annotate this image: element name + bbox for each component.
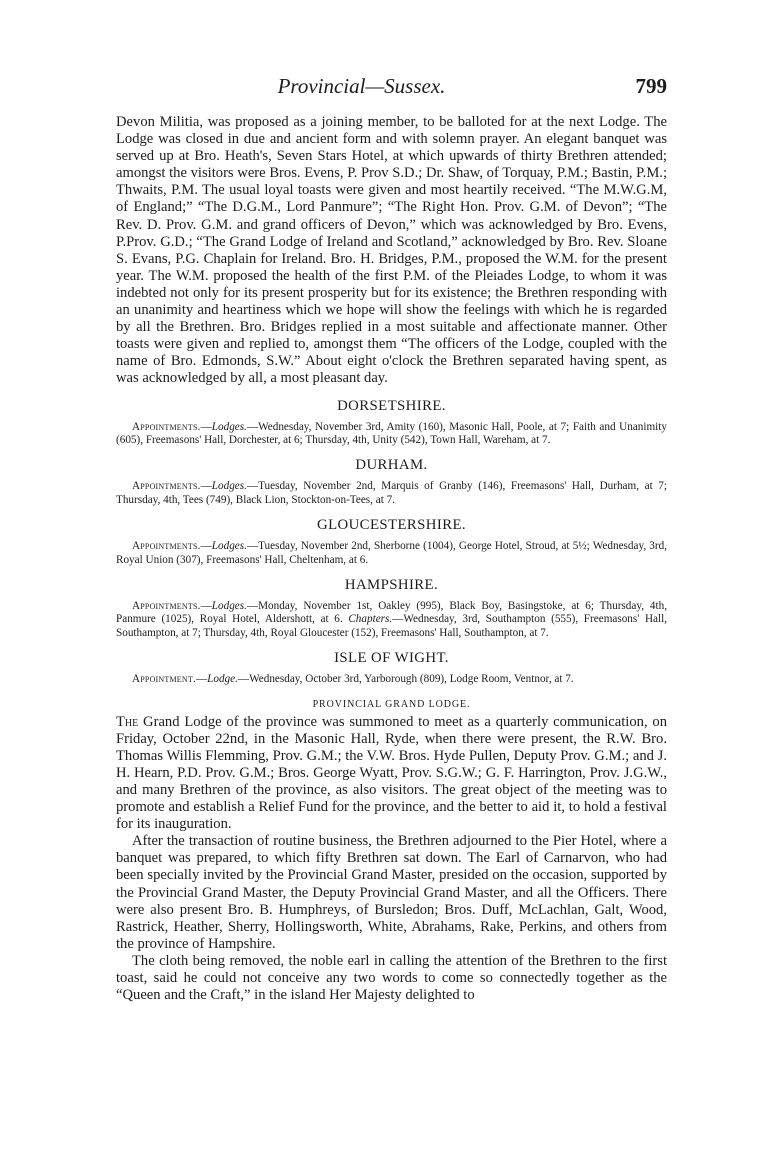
section-heading-hampshire: HAMPSHIRE. <box>344 576 439 593</box>
appointments-label: Appointments. <box>132 480 201 493</box>
appointments-text: —Wednesday, October 3rd, Yarborough (809), Lodge Room, Ventnor, at 7. <box>237 673 574 686</box>
appointments-chapters-label: Chapters. <box>348 613 393 626</box>
page-number: 799 <box>635 74 667 98</box>
appointments-text: —Wednesday, November 3rd, Amity (160), Masonic Hall, Poole, at 7; Faith and Unanimity (605), Freemasons' Hall, Dorchester, at 6; Thursday, 4th, Unity (542), Town Hall, Wareham, at 7. <box>116 420 667 446</box>
grand-lodge-paragraph-3: The cloth being removed, the noble earl in calling the attention of the Brethren to the first toast, said he could not conceive any two words to come so connectedly together as the “Queen and the Craft,” in the island Her Majesty delighted to <box>116 952 667 1004</box>
appointments-text: —Tuesday, November 2nd, Sherborne (1004), George Hotel, Stroud, at 5½; Wednesday, 3rd, Royal Union (307), Freemasons' Hall, Cheltenham, at 6. <box>116 540 667 566</box>
appointments-text: —Monday, November 1st, Oakley (995), Black Boy, Basingstoke, at 6; Thursday, 4th, Panmure (1025), Royal Hotel, Aldershott, at 6. <box>116 599 667 626</box>
appointments-label: Appointment. <box>132 673 196 686</box>
appointments-gloucestershire: Appointments.—Lodges.—Tuesday, November 2nd, Sherborne (1004), George Hotel, Stroud, at 5½; Wednesday, 3rd, Royal Union (307), Freemasons' Hall, Cheltenham, at 6. <box>116 540 667 566</box>
grand-lodge-paragraph-2: After the transaction of routine business, the Brethren adjourned to the Pier Hotel, where a banquet was prepared, to which fifty Brethren sat down. The Earl of Carnarvon, who had been specially invited by the Provincial Grand Master, presided on the occasion, supported by the Provincial Grand Master, the Deputy Provincial Grand Master, and all the Officers. There were also present Bro. B. Humphreys, of Bursledon; Bros. Duff, McLachlan, Galt, Wood, Rastrick, Heather, Sherry, Hollingsworth, White, Abrahams, Rake, Perkins, and others from the province of Hampshire. <box>116 833 667 952</box>
appointments-sub-label: Lodges. <box>211 480 247 493</box>
appointments-label: Appointments. <box>132 540 201 553</box>
appointments-text: —Tuesday, November 2nd, Marquis of Granby (146), Freemasons' Hall, Durham, at 7; Thursday, 4th, Tees (749), Black Lion, Stockton-on-Tees, at 7. <box>116 480 667 506</box>
appointments-durham: Appointments.—Lodges.—Tuesday, November 2nd, Marquis of Granby (146), Freemasons' Hall, Durham, at 7; Thursday, 4th, Tees (749), Black Lion, Stockton-on-Tees, at 7. <box>116 480 667 506</box>
appointments-isle-of-wight: Appointment.—Lodge.—Wednesday, October 3rd, Yarborough (809), Lodge Room, Ventnor, at 7. <box>132 673 574 686</box>
paragraph-text: Grand Lodge of the province was summoned to meet as a quarterly communication, on Friday, October 22nd, in the Masonic Hall, Ryde, when there were present, the R.W. Bro. Thomas Willis Flemming, Prov. G.M.; the V.W. Bros. Hyde Pullen, Deputy Prov. G.M.; and J. H. Hearn, P.D. Prov. G.M.; Bros. George Wyatt, Prov. S.G.W.; G. F. Harrington, Prov. J.G.W., and many Brethren of the province, as also visitors. The great object of the meeting was to promote and establish a Relief Fund for the province, and the better to aid it, to hold a festival for its inauguration. <box>116 713 667 833</box>
appointments-hampshire: Appointments.—Lodges.—Monday, November 1st, Oakley (995), Black Boy, Basingstoke, at 6; Thursday, 4th, Panmure (1025), Royal Hotel, Aldershott, at 6. Chapters.—Wednesday, 3rd, Southampton (555), Freemasons' Hall, Southampton, at 7; Thursday, 4th, Royal Gloucester (152), Freemasons' Hall, Southampton, at 7. <box>116 599 667 639</box>
section-heading-isle-of-wight: ISLE OF WIGHT. <box>334 650 449 667</box>
appointments-sub-label: Lodges. <box>211 420 247 433</box>
appointments-sub-label: Lodges. <box>211 540 247 553</box>
subheading-provincial-grand-lodge: PROVINCIAL GRAND LODGE. <box>312 698 471 710</box>
sussex-report-paragraph: Devon Militia, was proposed as a joining member, to be balloted for at the next Lodge. The Lodge was closed in due and ancient form and with solemn prayer. An elegant banquet was served up at Bro. Heath's, Seven Stars Hotel, at which upwards of thirty Brethren attended; amongst the visitors were Bros. Evens, P. Prov S.D.; Dr. Shaw, of Torquay, P.M.; Bastin, P.M.; Thwaits, P.M. The usual loyal toasts were given and most heartily received. “The M.W.G.M, of England;” “The D.G.M., Lord Panmure”; “The Right Hon. Prov. G.M. of Devon”; “The Rev. D. Prov. G.M. and grand officers of Devon,” which was acknowledged by Bro. Evens, P.Prov. G.D.; “The Grand Lodge of Ireland and Scotland,” acknowledged by Bro. Rev. Sloane S. Evans, P.G. Chaplain for Ireland. Bro. H. Bridges, P.M., proposed the W.M. for the present year. The W.M. proposed the health of the first P.M. of the Pleiades Lodge, to whom it was indebted not only for its present prosperity but for its existence; the Brethren responding with an unanimity and heartiness which we hope will show the feelings with which he is regarded by all the Brethren. Bro. Bridges replied in a most suitable and affectionate manner. Other toasts were given and replied to, amongst them “The officers of the Lodge, coupled with the name of Bro. Edmonds, S.W.” About eight o'clock the Brethren separated having spent, as was acknowledged by all, a most pleasant day. <box>116 114 667 387</box>
section-heading-dorsetshire: DORSETSHIRE. <box>337 397 446 414</box>
appointments-dorsetshire: Appointments.—Lodges.—Wednesday, November 3rd, Amity (160), Masonic Hall, Poole, at 7; Faith and Unanimity (605), Freemasons' Hall, Dorchester, at 6; Thursday, 4th, Unity (542), Town Hall, Wareham, at 7. <box>116 420 667 446</box>
appointments-sub-label: Lodges. <box>211 599 247 612</box>
paragraph-lead-word: The <box>116 713 139 730</box>
running-header <box>116 74 667 104</box>
appointments-sub-label: Lodge. <box>207 673 238 686</box>
appointments-label: Appointments. <box>132 420 201 433</box>
section-heading-durham: DURHAM. <box>355 457 428 474</box>
grand-lodge-paragraph-1 <box>116 714 667 834</box>
running-title: Provincial—Sussex. <box>277 74 446 98</box>
section-heading-gloucestershire: GLOUCESTERSHIRE. <box>316 517 467 534</box>
appointments-label: Appointments. <box>132 599 201 612</box>
appointments-chapters-text: —Wednesday, 3rd, Southampton (555), Freemasons' Hall, Southampton, at 7; Thursday, 4th, Royal Gloucester (152), Freemasons' Hall, Southampton, at 7. <box>116 613 667 639</box>
